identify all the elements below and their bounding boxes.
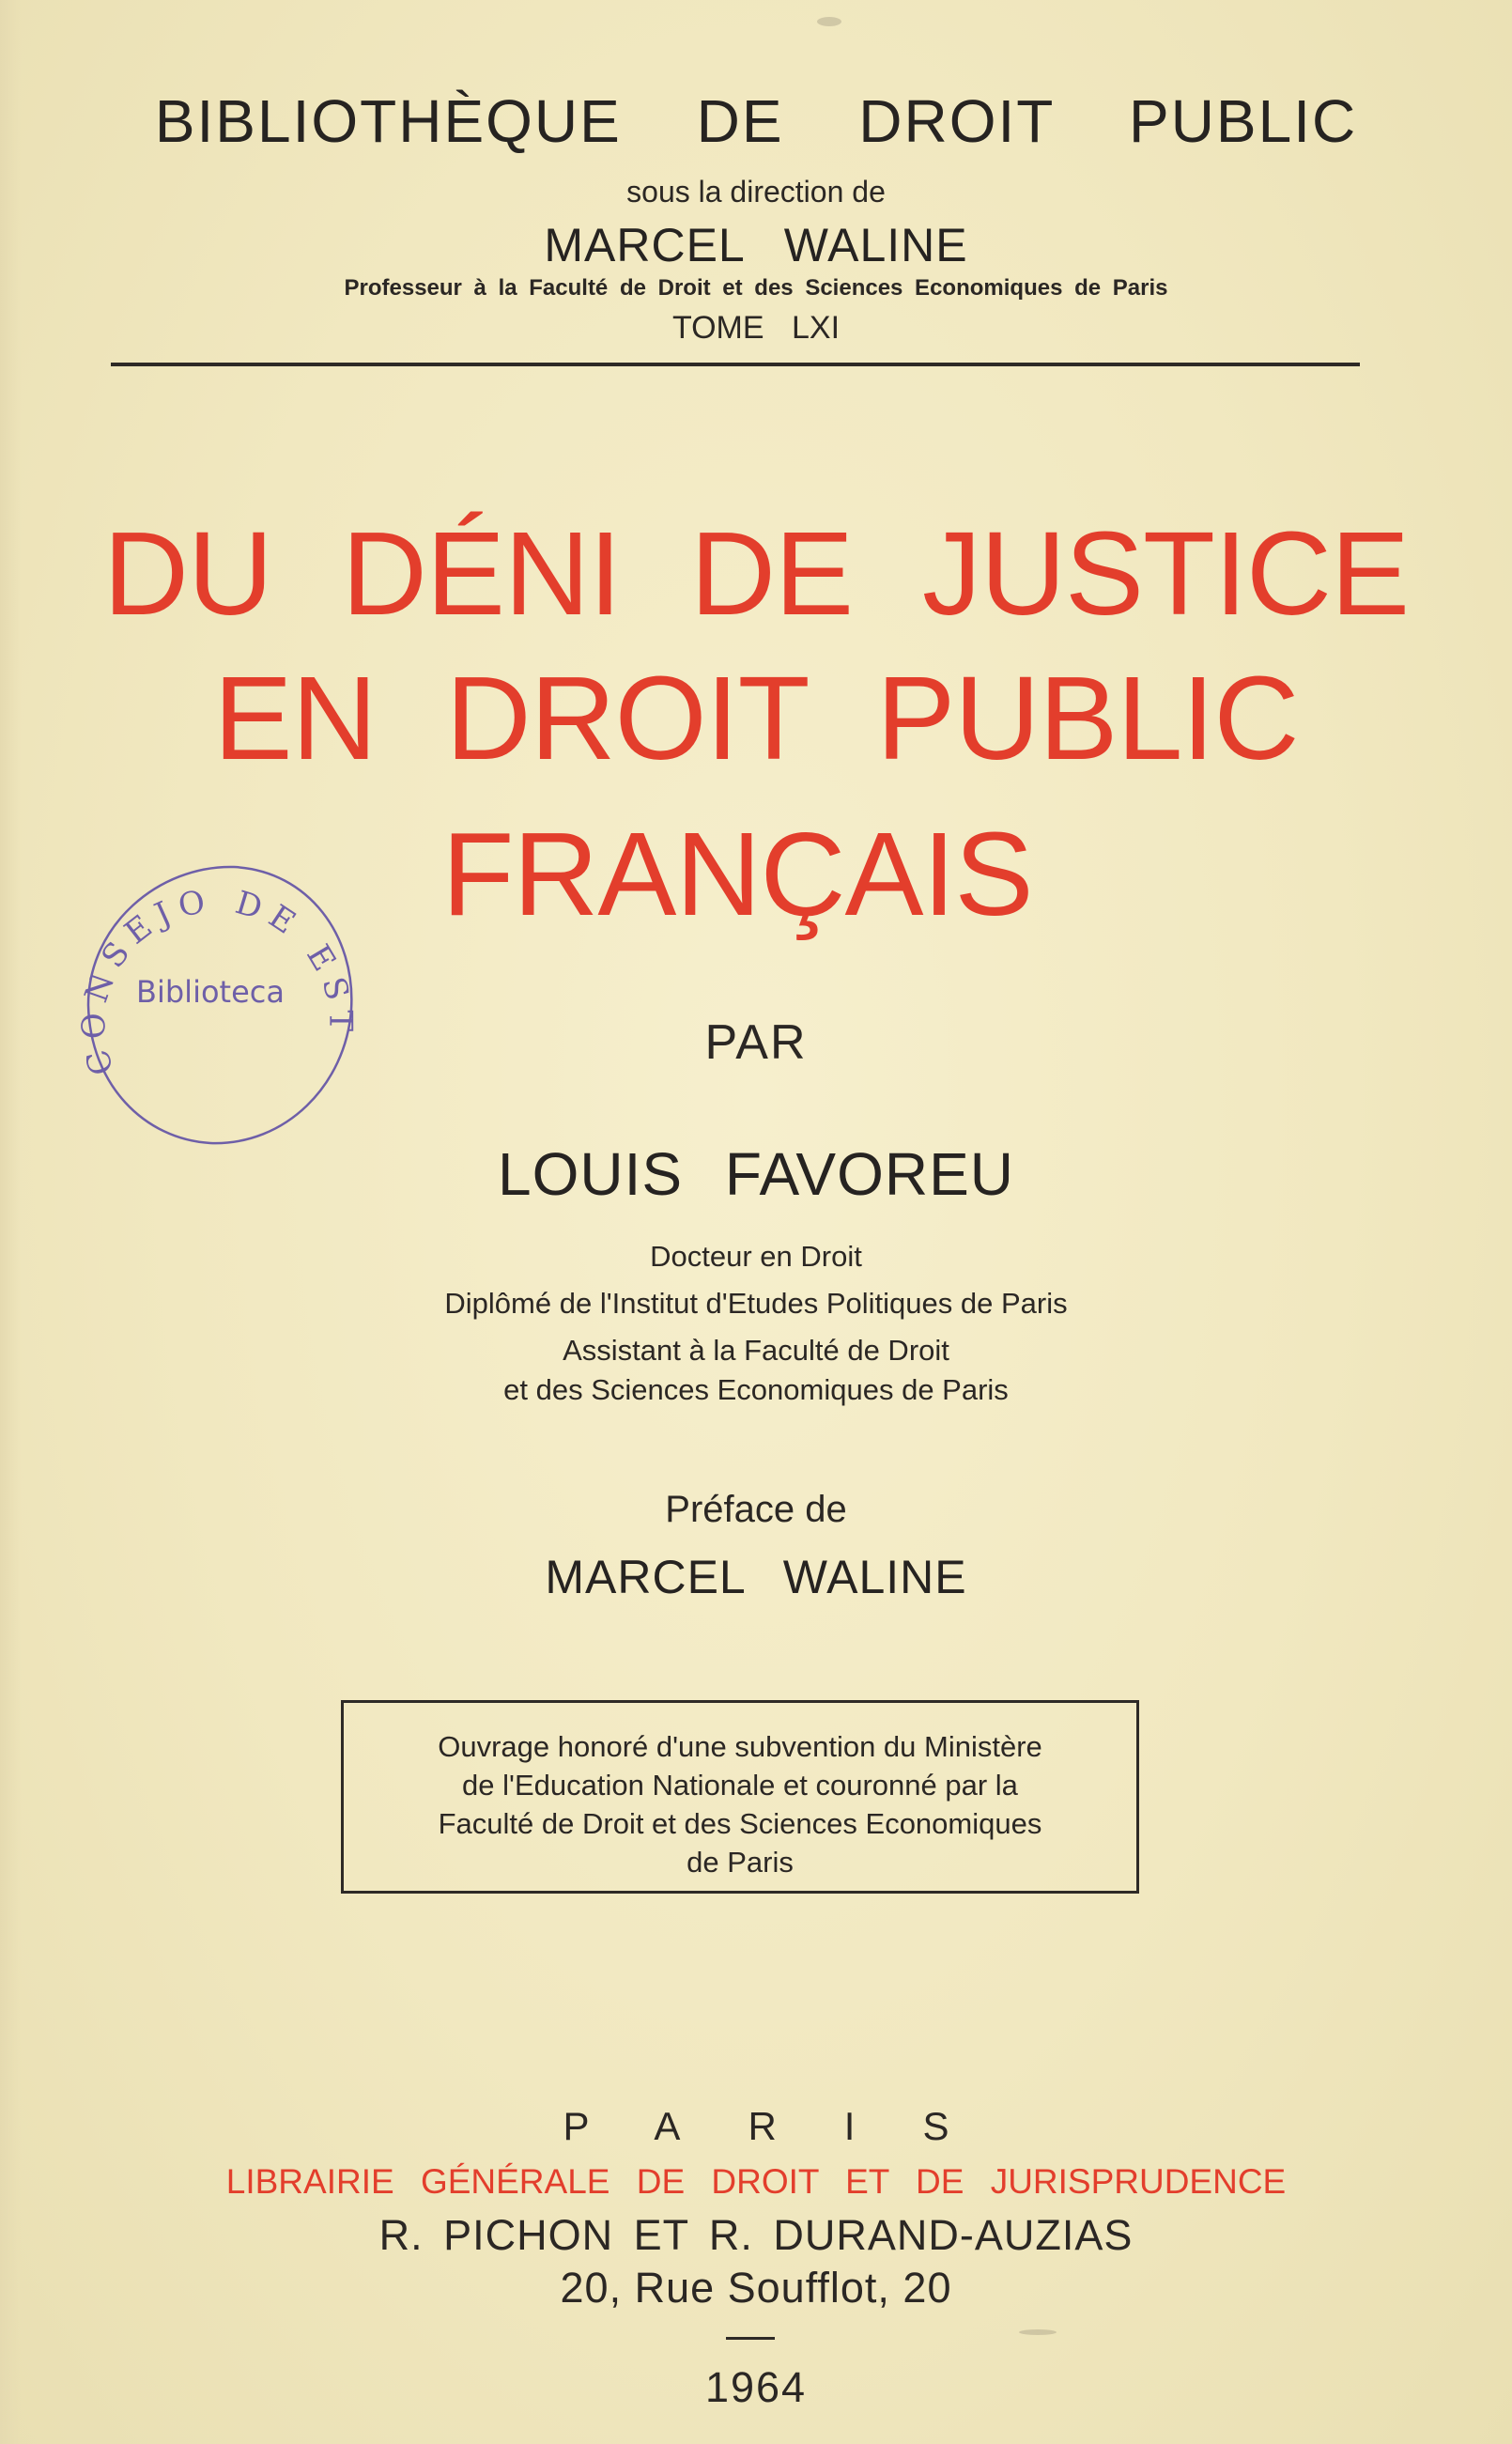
stamp-seal-icon (69, 850, 370, 1160)
page-edge-shadow (0, 0, 21, 2444)
preface-author: MARCEL WALINE (545, 1551, 967, 1603)
imprint-publisher: LIBRAIRIE GÉNÉRALE DE DROIT ET DE JURISPRUDENCE (225, 2162, 1287, 2201)
subsidy-notice-text (344, 1727, 1136, 1881)
series-director: MARCEL WALINE (544, 219, 968, 271)
author-credential: Assistant à la Faculté de Droit (563, 1334, 949, 1367)
author-credential: Diplômé de l'Institut d'Etudes Politiques de Paris (444, 1287, 1068, 1320)
imprint-city: PARIS (563, 2104, 1017, 2148)
notice-line: Ouvrage honoré d'une subvention du Ministère (438, 1730, 1042, 1763)
stamp-ring-text: CONSEJO DE EST (75, 881, 360, 1079)
book-title-line-3: FRANÇAIS (441, 808, 1033, 940)
library-stamp (69, 850, 370, 1160)
book-title-line-1: DU DÉNI DE JUSTICE (102, 507, 1410, 640)
paper-speck (1019, 2329, 1057, 2335)
notice-line: de l'Education Nationale et couronné par la (462, 1769, 1018, 1802)
imprint-year: 1964 (704, 2363, 808, 2411)
subsidy-notice-box (341, 1700, 1139, 1894)
author-credential: et des Sciences Economiques de Paris (503, 1373, 1009, 1406)
imprint-address: 20, Rue Soufflot, 20 (560, 2264, 952, 2312)
paper-speck (817, 17, 841, 26)
imprint-dash (726, 2337, 775, 2340)
by-label: PAR (704, 1015, 808, 1070)
author-credential: Docteur en Droit (650, 1240, 862, 1273)
series-title: BIBLIOTHÈQUE DE DROIT PUBLIC (154, 87, 1358, 155)
notice-line: Faculté de Droit et des Sciences Economiques (438, 1807, 1042, 1840)
series-tome: TOME LXI (671, 310, 841, 346)
imprint-publisher-names: R. PICHON ET R. DURAND-AUZIAS (378, 2211, 1134, 2259)
author-name: LOUIS FAVOREU (498, 1140, 1014, 1208)
notice-line: de Paris (687, 1846, 794, 1879)
series-director-title: Professeur à la Faculté de Droit et des Sciences Economiques de Paris (344, 275, 1168, 301)
book-title-line-2: EN DROIT PUBLIC (213, 652, 1299, 784)
stamp-center-text: Biblioteca (136, 974, 285, 1010)
series-direction-label: sous la direction de (626, 175, 886, 209)
header-rule (111, 363, 1360, 366)
preface-label: Préface de (665, 1489, 847, 1530)
